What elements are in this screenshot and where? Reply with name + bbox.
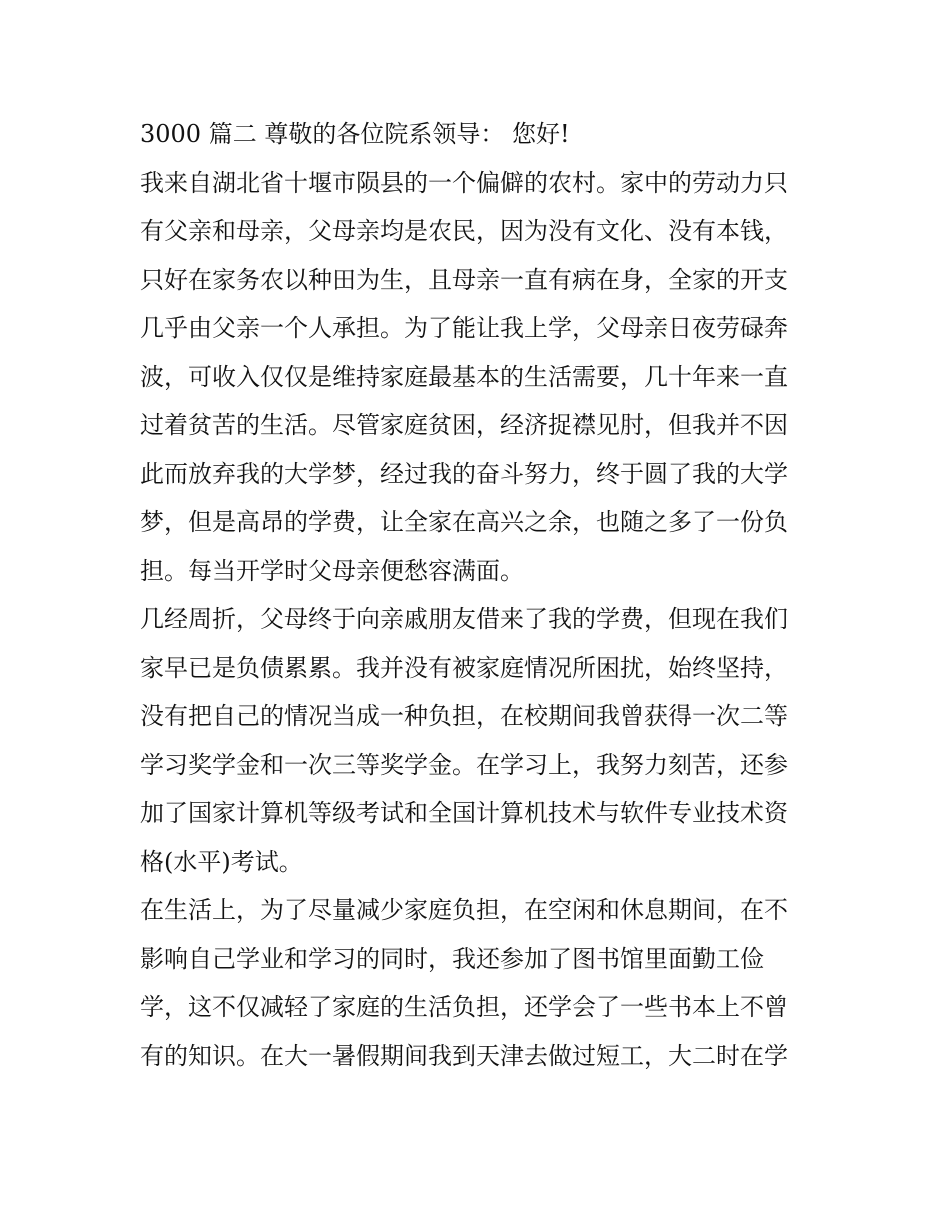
text-line: 几经周折，父母终于向亲戚朋友借来了我的学费，但现在我们 xyxy=(140,605,788,633)
text-line: 我来自湖北省十堰市陨县的一个偏僻的农村。家中的劳动力只 xyxy=(140,168,788,197)
text-line: 家早已是负债累累。我并没有被家庭情况所困扰，始终坚持， xyxy=(140,653,788,682)
text-line: 有父亲和母亲，父母亲均是农民，因为没有文化、没有本钱， xyxy=(140,217,788,245)
text-line: 加了国家计算机等级考试和全国计算机技术与软件专业技术资 xyxy=(140,799,788,827)
text-line: 没有把自己的情况当成一种负担，在校期间我曾获得一次二等 xyxy=(140,702,788,730)
text-line: 过着贫苦的生活。尽管家庭贫困，经济捉襟见肘，但我并不因 xyxy=(140,411,788,439)
text-line: 有的知识。在大一暑假期间我到天津去做过短工，大二时在学 xyxy=(140,1041,788,1070)
text-line: 波，可收入仅仅是维持家庭最基本的生活需要，几十年来一直 xyxy=(140,362,788,391)
text-line: 学习奖学金和一次三等奖学金。在学习上，我努力刻苦，还参 xyxy=(140,750,788,779)
document-body xyxy=(140,110,820,1080)
text-line: 影响自己学业和学习的同时，我还参加了图书馆里面勤工俭 xyxy=(140,944,764,973)
text-line: 担。每当开学时父母亲便愁容满面。 xyxy=(140,556,524,585)
text-line: 只好在家务农以种田为生，且母亲一直有病在身，全家的开支 xyxy=(140,265,788,294)
text-line: 在生活上，为了尽量减少家庭负担，在空闲和休息期间，在不 xyxy=(140,896,788,924)
text-line: 梦，但是高昂的学费，让全家在高兴之余，也随之多了一份负 xyxy=(140,508,788,536)
text-line: 几乎由父亲一个人承担。为了能让我上学，父母亲日夜劳碌奔 xyxy=(140,314,788,342)
text-line: 格(水平)考试。 xyxy=(140,847,303,876)
text-line: 此而放弃我的大学梦，经过我的奋斗努力，终于圆了我的大学 xyxy=(140,459,788,488)
text-line: 3000 篇二 尊敬的各位院系领导： 您好! xyxy=(140,120,570,148)
text-line: 学，这不仅减轻了家庭的生活负担，还学会了一些书本上不曾 xyxy=(140,993,788,1021)
